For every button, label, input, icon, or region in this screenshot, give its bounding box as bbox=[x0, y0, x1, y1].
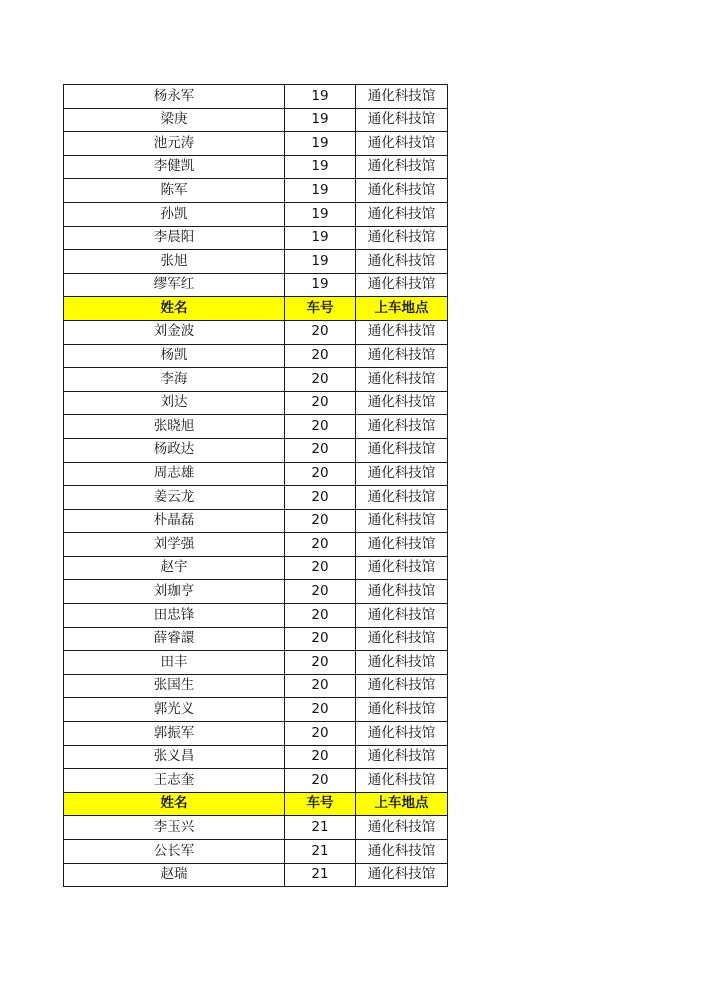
car-number-cell: 19 bbox=[285, 132, 356, 156]
car-number-cell: 20 bbox=[285, 320, 356, 344]
table-row bbox=[64, 250, 448, 274]
name-cell: 刘珈亨 bbox=[64, 580, 285, 604]
table-row bbox=[64, 320, 448, 344]
car-number-cell: 20 bbox=[285, 674, 356, 698]
car-number-cell: 20 bbox=[285, 415, 356, 439]
table-row bbox=[64, 580, 448, 604]
passenger-roster-table bbox=[63, 84, 448, 887]
table-row bbox=[64, 509, 448, 533]
car-number-cell: 20 bbox=[285, 769, 356, 793]
name-cell: 张旭 bbox=[64, 250, 285, 274]
name-cell: 薛睿譞 bbox=[64, 627, 285, 651]
name-cell: 赵宇 bbox=[64, 556, 285, 580]
pickup-location-cell: 通化科技馆 bbox=[356, 155, 448, 179]
name-cell: 梁庚 bbox=[64, 108, 285, 132]
table-row bbox=[64, 745, 448, 769]
table-row bbox=[64, 273, 448, 297]
car-number-cell: 20 bbox=[285, 533, 356, 557]
pickup-location-cell: 通化科技馆 bbox=[356, 108, 448, 132]
table-row bbox=[64, 132, 448, 156]
name-cell: 李晨阳 bbox=[64, 226, 285, 250]
pickup-location-cell: 通化科技馆 bbox=[356, 438, 448, 462]
pickup-location-cell: 通化科技馆 bbox=[356, 556, 448, 580]
roster-body bbox=[64, 85, 448, 887]
car-number-cell: 20 bbox=[285, 368, 356, 392]
pickup-location-cell: 通化科技馆 bbox=[356, 85, 448, 109]
pickup-location-cell: 通化科技馆 bbox=[356, 840, 448, 864]
table-row bbox=[64, 155, 448, 179]
pickup-location-cell: 通化科技馆 bbox=[356, 816, 448, 840]
name-cell: 杨凯 bbox=[64, 344, 285, 368]
pickup-location-cell: 通化科技馆 bbox=[356, 202, 448, 226]
table-row bbox=[64, 462, 448, 486]
pickup-location-cell: 通化科技馆 bbox=[356, 462, 448, 486]
car-number-cell: 21 bbox=[285, 816, 356, 840]
car-number-cell: 20 bbox=[285, 486, 356, 510]
pickup-location-cell: 通化科技馆 bbox=[356, 132, 448, 156]
table-row bbox=[64, 816, 448, 840]
pickup-location-cell: 通化科技馆 bbox=[356, 580, 448, 604]
header-name-cell: 姓名 bbox=[64, 297, 285, 321]
car-number-cell: 19 bbox=[285, 226, 356, 250]
pickup-location-cell: 通化科技馆 bbox=[356, 698, 448, 722]
name-cell: 郭振军 bbox=[64, 722, 285, 746]
name-cell: 朴晶磊 bbox=[64, 509, 285, 533]
table-row bbox=[64, 863, 448, 887]
name-cell: 刘达 bbox=[64, 391, 285, 415]
table-row bbox=[64, 627, 448, 651]
name-cell: 刘金波 bbox=[64, 320, 285, 344]
header-car-number-cell: 车号 bbox=[285, 792, 356, 816]
column-header-row bbox=[64, 297, 448, 321]
column-header-row bbox=[64, 792, 448, 816]
car-number-cell: 19 bbox=[285, 202, 356, 226]
pickup-location-cell: 通化科技馆 bbox=[356, 391, 448, 415]
car-number-cell: 20 bbox=[285, 391, 356, 415]
table-row bbox=[64, 604, 448, 628]
car-number-cell: 20 bbox=[285, 462, 356, 486]
name-cell: 池元涛 bbox=[64, 132, 285, 156]
car-number-cell: 20 bbox=[285, 580, 356, 604]
name-cell: 张义昌 bbox=[64, 745, 285, 769]
pickup-location-cell: 通化科技馆 bbox=[356, 651, 448, 675]
table-row bbox=[64, 179, 448, 203]
car-number-cell: 20 bbox=[285, 745, 356, 769]
car-number-cell: 20 bbox=[285, 556, 356, 580]
pickup-location-cell: 通化科技馆 bbox=[356, 722, 448, 746]
pickup-location-cell: 通化科技馆 bbox=[356, 769, 448, 793]
table-row bbox=[64, 651, 448, 675]
table-row bbox=[64, 698, 448, 722]
header-name-cell: 姓名 bbox=[64, 792, 285, 816]
car-number-cell: 19 bbox=[285, 155, 356, 179]
name-cell: 缪军红 bbox=[64, 273, 285, 297]
name-cell: 孙凯 bbox=[64, 202, 285, 226]
table-row bbox=[64, 226, 448, 250]
pickup-location-cell: 通化科技馆 bbox=[356, 674, 448, 698]
name-cell: 李海 bbox=[64, 368, 285, 392]
car-number-cell: 21 bbox=[285, 863, 356, 887]
pickup-location-cell: 通化科技馆 bbox=[356, 415, 448, 439]
table-row bbox=[64, 556, 448, 580]
name-cell: 李玉兴 bbox=[64, 816, 285, 840]
pickup-location-cell: 通化科技馆 bbox=[356, 486, 448, 510]
car-number-cell: 20 bbox=[285, 627, 356, 651]
car-number-cell: 20 bbox=[285, 604, 356, 628]
car-number-cell: 19 bbox=[285, 179, 356, 203]
table-row bbox=[64, 674, 448, 698]
name-cell: 郭光义 bbox=[64, 698, 285, 722]
name-cell: 王志奎 bbox=[64, 769, 285, 793]
pickup-location-cell: 通化科技馆 bbox=[356, 863, 448, 887]
pickup-location-cell: 通化科技馆 bbox=[356, 344, 448, 368]
car-number-cell: 20 bbox=[285, 698, 356, 722]
car-number-cell: 21 bbox=[285, 840, 356, 864]
pickup-location-cell: 通化科技馆 bbox=[356, 250, 448, 274]
car-number-cell: 20 bbox=[285, 651, 356, 675]
name-cell: 李健凯 bbox=[64, 155, 285, 179]
pickup-location-cell: 通化科技馆 bbox=[356, 509, 448, 533]
table-row bbox=[64, 391, 448, 415]
car-number-cell: 19 bbox=[285, 85, 356, 109]
name-cell: 田忠锋 bbox=[64, 604, 285, 628]
table-row bbox=[64, 840, 448, 864]
pickup-location-cell: 通化科技馆 bbox=[356, 604, 448, 628]
pickup-location-cell: 通化科技馆 bbox=[356, 368, 448, 392]
table-row bbox=[64, 368, 448, 392]
header-pickup-location-cell: 上车地点 bbox=[356, 297, 448, 321]
table-row bbox=[64, 769, 448, 793]
car-number-cell: 20 bbox=[285, 509, 356, 533]
car-number-cell: 19 bbox=[285, 108, 356, 132]
pickup-location-cell: 通化科技馆 bbox=[356, 179, 448, 203]
name-cell: 田丰 bbox=[64, 651, 285, 675]
name-cell: 杨永军 bbox=[64, 85, 285, 109]
name-cell: 周志雄 bbox=[64, 462, 285, 486]
car-number-cell: 20 bbox=[285, 722, 356, 746]
name-cell: 公长军 bbox=[64, 840, 285, 864]
table-row bbox=[64, 722, 448, 746]
name-cell: 赵瑞 bbox=[64, 863, 285, 887]
header-car-number-cell: 车号 bbox=[285, 297, 356, 321]
car-number-cell: 19 bbox=[285, 273, 356, 297]
table-row bbox=[64, 85, 448, 109]
table-row bbox=[64, 438, 448, 462]
name-cell: 姜云龙 bbox=[64, 486, 285, 510]
table-row bbox=[64, 486, 448, 510]
pickup-location-cell: 通化科技馆 bbox=[356, 627, 448, 651]
name-cell: 杨政达 bbox=[64, 438, 285, 462]
table-row bbox=[64, 108, 448, 132]
name-cell: 张国生 bbox=[64, 674, 285, 698]
pickup-location-cell: 通化科技馆 bbox=[356, 745, 448, 769]
pickup-location-cell: 通化科技馆 bbox=[356, 226, 448, 250]
table-row bbox=[64, 344, 448, 368]
table-row bbox=[64, 533, 448, 557]
pickup-location-cell: 通化科技馆 bbox=[356, 320, 448, 344]
pickup-location-cell: 通化科技馆 bbox=[356, 533, 448, 557]
name-cell: 刘学强 bbox=[64, 533, 285, 557]
header-pickup-location-cell: 上车地点 bbox=[356, 792, 448, 816]
name-cell: 陈军 bbox=[64, 179, 285, 203]
car-number-cell: 19 bbox=[285, 250, 356, 274]
pickup-location-cell: 通化科技馆 bbox=[356, 273, 448, 297]
table-row bbox=[64, 415, 448, 439]
table-row bbox=[64, 202, 448, 226]
car-number-cell: 20 bbox=[285, 438, 356, 462]
name-cell: 张晓旭 bbox=[64, 415, 285, 439]
car-number-cell: 20 bbox=[285, 344, 356, 368]
